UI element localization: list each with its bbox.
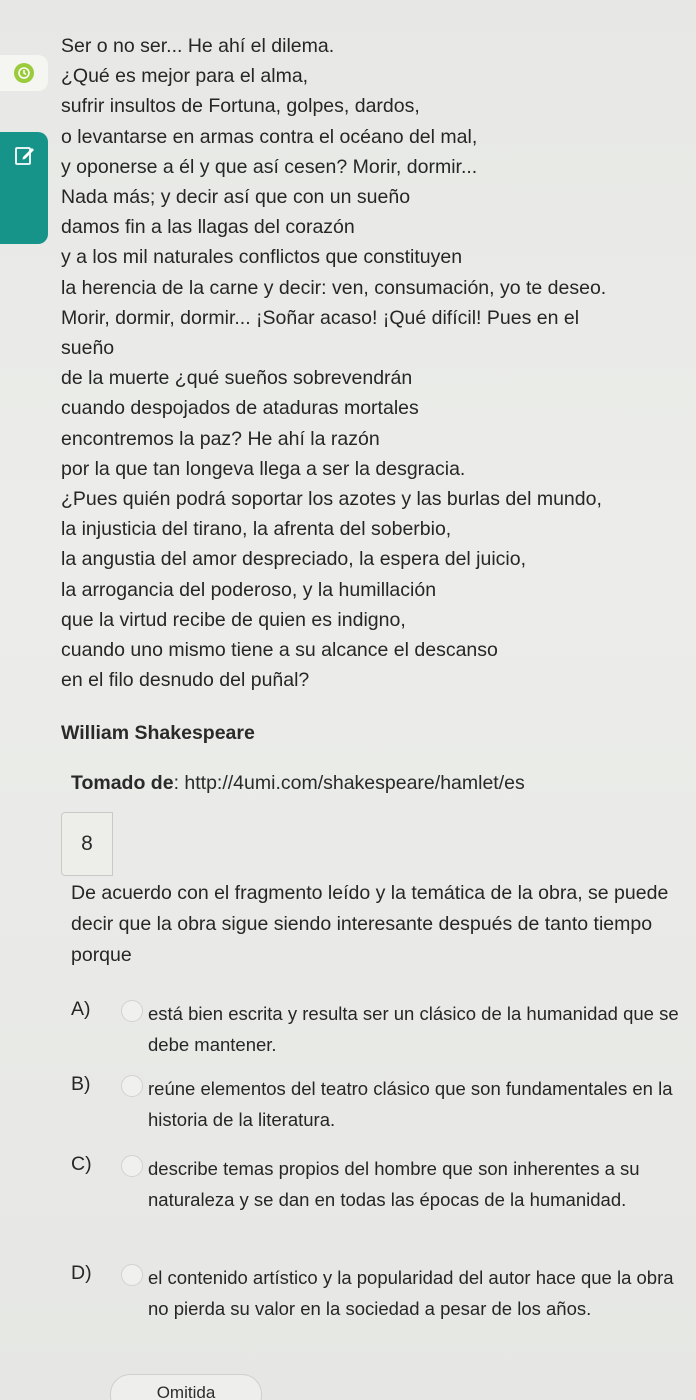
- poem-line: ¿Pues quién podrá soportar los azotes y las burlas del mundo,: [61, 488, 602, 511]
- poem-line: ¿Qué es mejor para el alma,: [61, 65, 309, 88]
- poem-line: encontremos la paz? He ahí la razón: [61, 427, 380, 450]
- source-label: Tomado de: [71, 772, 174, 794]
- poem-line: Ser o no ser... He ahí el dilema.: [61, 35, 335, 57]
- poem-author: William Shakespeare: [61, 722, 255, 744]
- timer-button[interactable]: [0, 55, 48, 91]
- poem-line: por la que tan longeva llega a ser la desgracia.: [61, 457, 466, 480]
- poem-line: damos fin a las llagas del corazón: [61, 216, 355, 239]
- poem-line: y oponerse a él y que así cesen? Morir, dormir...: [61, 155, 478, 178]
- option-text: describe temas propios del hombre que son inherentes a su naturaleza y se dan en todas las épocas de la humanidad.: [148, 1158, 640, 1210]
- poem-line: que la virtud recibe de quien es indigno,: [61, 608, 406, 631]
- option-text: el contenido artístico y la popularidad del autor hace que la obra no pierda su valor en la sociedad a pesar de los años.: [148, 1267, 674, 1319]
- question-prompt: De acuerdo con el fragmento leído y la temática de la obra, se puede decir que la obra sigue siendo interesante después de tanto tiempo porque: [71, 882, 669, 966]
- option-c-radio[interactable]: [121, 1155, 143, 1177]
- option-letter: B): [71, 1073, 91, 1095]
- poem-line: de la muerte ¿qué sueños sobrevendrán: [61, 367, 413, 390]
- poem-line: la injusticia del tirano, la afrenta del soberbio,: [61, 518, 452, 541]
- poem-line: Nada más; y decir así que con un sueño: [61, 186, 411, 209]
- option-text: está bien escrita y resulta ser un clásico de la humanidad que se debe mantener.: [148, 1003, 679, 1055]
- poem-line: y a los mil naturales conflictos que constituyen: [61, 246, 463, 269]
- edit-note-icon: [14, 144, 36, 166]
- poem-line: la arrogancia del poderoso, y la humillación: [61, 578, 437, 601]
- option-text: reúne elementos del teatro clásico que son fundamentales en la historia de la literatura.: [148, 1078, 673, 1130]
- option-letter: D): [71, 1262, 92, 1284]
- poem-line: cuando despojados de ataduras mortales: [61, 397, 419, 420]
- poem-line: cuando uno mismo tiene a su alcance el descanso: [61, 639, 498, 662]
- poem-line: o levantarse en armas contra el océano del mal,: [61, 125, 478, 148]
- option-letter: A): [71, 998, 91, 1020]
- poem-line: en el filo desnudo del puñal?: [61, 669, 310, 692]
- poem-line: la angustia del amor despreciado, la espera del juicio,: [61, 548, 527, 571]
- timer-icon: [14, 63, 34, 83]
- notes-button[interactable]: [0, 132, 48, 244]
- poem-line: la herencia de la carne y decir: ven, consumación, yo te deseo.: [61, 276, 607, 299]
- left-tool-rail: [0, 40, 50, 205]
- poem-text: [61, 31, 686, 695]
- source-url: : http://4umi.com/shakespeare/hamlet/es: [173, 772, 525, 794]
- poem-line: sufrir insultos de Fortuna, golpes, dardos,: [61, 95, 420, 118]
- option-a-radio[interactable]: [121, 1000, 143, 1022]
- poem-source: [71, 772, 525, 795]
- omit-button[interactable]: Omitida: [110, 1374, 262, 1400]
- option-d-radio[interactable]: [121, 1264, 143, 1286]
- question-number: 8: [61, 812, 113, 876]
- option-letter: C): [71, 1153, 92, 1175]
- poem-line: Morir, dormir, dormir... ¡Soñar acaso! ¡Qué difícil! Pues en el: [61, 306, 580, 329]
- poem-line: sueño: [61, 337, 115, 360]
- option-b-radio[interactable]: [121, 1075, 143, 1097]
